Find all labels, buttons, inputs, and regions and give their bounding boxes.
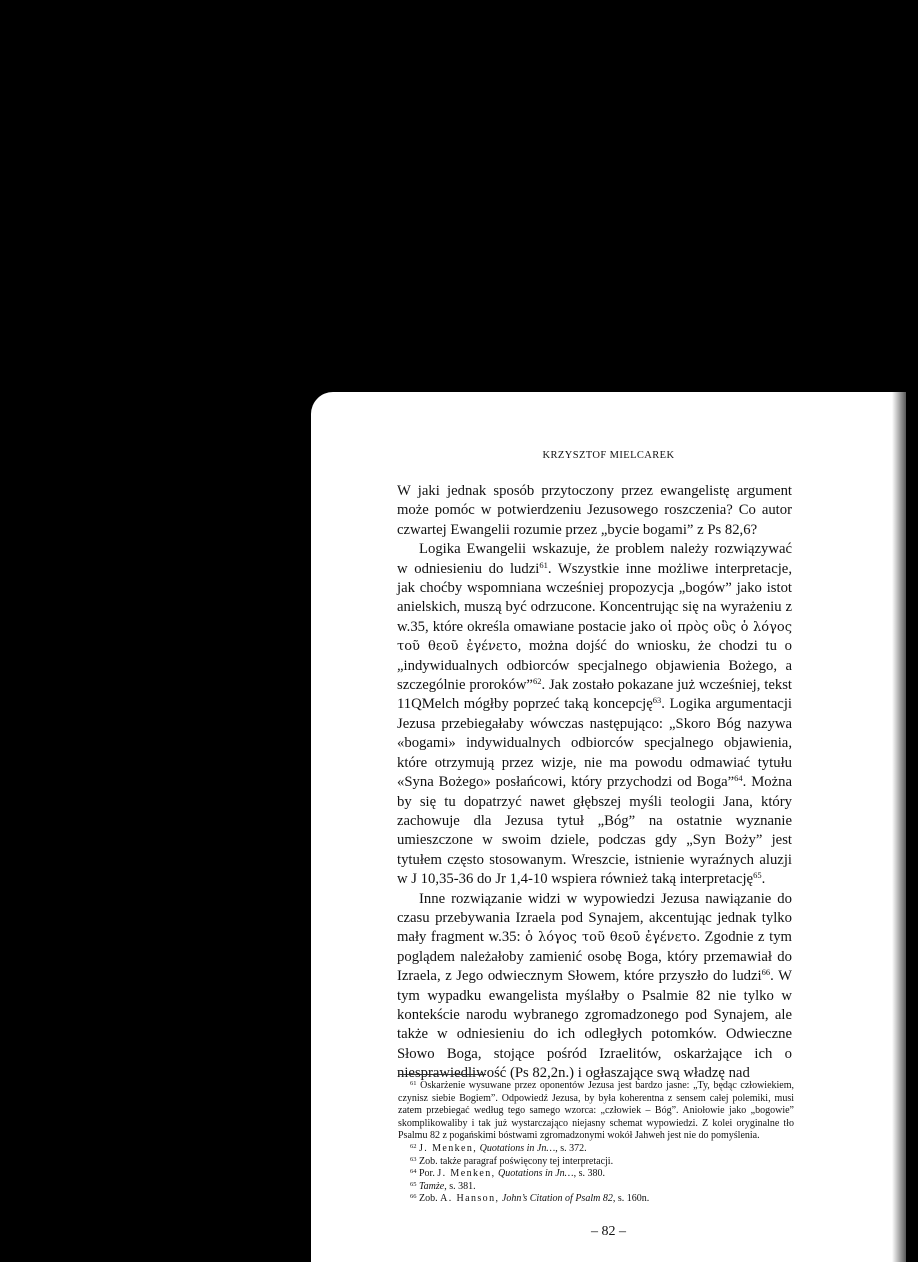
page-edge-shadow [892, 392, 906, 1262]
footnote-64: $^{64}$ Por. J. Menken, Quotations in Jn…, s. 380. [410, 1168, 605, 1180]
footnotes [398, 1080, 794, 1206]
footnote-65: $^{65}$ Tamże, s. 381. [410, 1180, 476, 1192]
paragraph-2: Logika Ewangelii wskazuje, że problem należy rozwiązywać w odniesieniu do ludzi$^{61}$. Wszystkie inne możliwe interpretacje, jak choćby wspomniana wcześniej propozycja „bogów” jako istot anielskich, muszą być odrzucone. Koncentrując się na wyrażeniu z w.35, które określa omawiane postacie jako οἱ πρὸς οὓς ὁ λόγος τοῦ θεοῦ ἐγένετο, można dojść do wniosku, że chodzi tu o „indywidualnych odbiorców specjalnego objawienia Bożego, a szczególnie proroków”$^{62}$. Jak zostało pokazane już wcześniej, tekst 11QMelch mógłby poprzeć taką koncepcję$^{63}$. Logika argumentacji Jezusa przebiegałaby wówczas następująco: „Skoro Bóg nazywa «bogami» indywidualnych odbiorców specjalnego objawienia, które otrzymują przez wizje, nie ma powodu odmawiać tytułu «Syna Bożego» posłańcowi, który przychodzi od Boga”$^{64}$. Można by się tu dopatrzyć nawet głębszej myśli teologii Jana, który zachowuje dla Jezusa tytuł „Bóg” na ostatnie wyznanie umieszczone w swoim dziele, podczas gdy „Syn Boży” jest tytułem często stosowanym. Wreszcie, istnienie wyraźnych aluzji w J 10,35-36 do Jr 1,4-10 wspiera również taką interpretację$^{65}$. [397, 541, 793, 888]
book-page [311, 392, 906, 1262]
footnote-66: $^{66}$ Zob. A. Hanson, John’s Citation of Psalm 82, s. 160n. [410, 1193, 650, 1205]
footnote-ref-63: 63 [652, 695, 662, 706]
main-text [397, 482, 792, 1084]
greek-phrase-2: ὁ λόγος τοῦ θεοῦ ἐγένετο [525, 930, 697, 946]
footnote-61: $^{61}$ Oskarżenie wysuwane przez oponentów Jezusa jest bardzo jasne: „Ty, będąc człowiekiem, czynisz siebie Bogiem”. Odpowiedź Jezusa, by była koherentna z sensem całej polemiki, musi zatem przebiegać według tego samego wzorca: „człowiek – Bóg”. Aniołowie jako „bogowie” skomplikowaliby i tak już wystarczająco niejasny schemat wypowiedzi. Z kolei oryginalne tło Psalmu 82 z pogańskimi bóstwami zgromadzonymi wokół Jahweh jest nie do pomyślenia. [398, 1080, 794, 1142]
footnote-separator [398, 1074, 486, 1075]
paragraph-3: Inne rozwiązanie widzi w wypowiedzi Jezusa nawiązanie do czasu przebywania Izraela pod Synajem, akcentując jednak tylko mały fragment w.35: ὁ λόγος τοῦ θεοῦ ἐγένετο. Zgodnie z tym poglądem należałoby zamienić osobę Boga, który przemawiał do Izraela, z Jego odwiecznym Słowem, które przyszło do ludzi$^{66}$. W tym wypadku ewangelista myślałby o Psalmie 82 nie tylko w kontekście narodu wybranego zgromadzonego pod Synajem, ale także w odniesieniu do ich odległych potomków. Odwieczne Słowo Boga, stojące pośród Izraelitów, oskarżające ich o niesprawiedliwość (Ps 82,2n.) i ogłaszające swą władzę nad [397, 890, 792, 1082]
footnote-ref-62: 62 [532, 676, 542, 687]
paragraph-1: W jaki jednak sposób przytoczony przez ewangelistę argument może pomóc w potwierdzeniu Jezusowego roszczenia? Co autor czwartej Ewangelii rozumie przez „bycie bogami” z Ps 82,6? [397, 483, 792, 538]
footnote-ref-66: 66 [761, 967, 771, 978]
footnote-62: $^{62}$ J. Menken, Quotations in Jn…, s. 372. [410, 1142, 587, 1154]
running-header: KRZYSZTOF MIELCAREK [542, 450, 675, 461]
footnote-ref-61: 61 [539, 559, 548, 570]
footnote-ref-64: 64 [734, 773, 743, 784]
footnote-ref-65: 65 [753, 870, 762, 881]
greek-phrase-1: οἱ πρὸς οὓς ὁ λόγος τοῦ θεοῦ ἐγένετο [397, 619, 793, 655]
footnote-63: $^{63}$ Zob. także paragraf poświęcony tej interpretacji. [410, 1155, 614, 1167]
page-number: – 82 – [591, 1224, 626, 1239]
